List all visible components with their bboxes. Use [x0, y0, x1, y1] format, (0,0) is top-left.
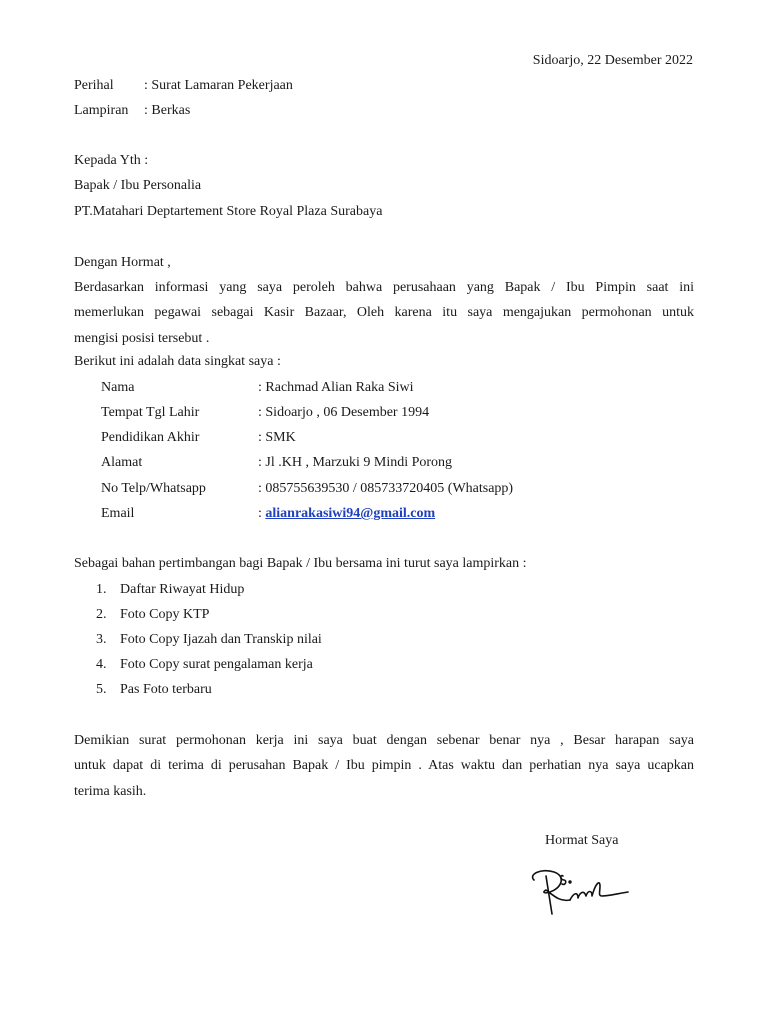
list-text: Daftar Riwayat Hidup — [120, 582, 245, 597]
list-item — [96, 656, 313, 674]
data-intro: Berikut ini adalah data singkat saya : — [74, 354, 281, 369]
intro-line-2: memerlukan pegawai sebagai Kasir Bazaar, Oleh karena itu saya mengajukan permohonan untuk — [74, 305, 694, 321]
recipient-line-3: PT.Matahari Deptartement Store Royal Plaza Surabaya — [74, 204, 383, 219]
data-label: Nama — [101, 380, 135, 395]
closing-line-1: Demikian surat permohonan kerja ini saya buat dengan sebenar benar nya , Besar harapan saya — [74, 733, 694, 748]
signature-image — [526, 862, 630, 920]
attachments-intro: Sebagai bahan pertimbangan bagi Bapak / Ibu bersama ini turut saya lampirkan : — [74, 556, 527, 571]
attachment-label: Lampiran — [74, 103, 129, 118]
attachment-value: : Berkas — [144, 103, 191, 118]
closing-line-2: untuk dapat di terima di perusahan Bapak / Ibu pimpin . Atas waktu dan perhatian nya saya ucapkan — [74, 758, 694, 774]
recipient-line-1: Kepada Yth : — [74, 153, 149, 168]
subject-line — [74, 77, 293, 95]
list-item — [96, 631, 322, 649]
data-value: : Jl .KH , Marzuki 9 Mindi Porong — [258, 455, 453, 470]
data-value: : 085755639530 / 085733720405 (Whatsapp) — [258, 481, 514, 496]
list-text: Pas Foto terbaru — [120, 682, 212, 697]
data-label: Pendidikan Akhir — [101, 430, 200, 445]
data-value: : Sidoarjo , 06 Desember 1994 — [258, 405, 430, 420]
email-link[interactable]: alianrakasiwi94@gmail.com — [265, 506, 436, 521]
letter-date: Sidoarjo, 22 Desember 2022 — [532, 53, 693, 68]
data-label: Alamat — [101, 455, 143, 470]
list-text: Foto Copy surat pengalaman kerja — [120, 657, 313, 672]
data-row-birth — [101, 404, 429, 422]
list-item — [96, 606, 209, 624]
data-value: : — [258, 506, 262, 521]
data-value: : Rachmad Alian Raka Siwi — [258, 380, 414, 395]
data-row-phone — [101, 480, 513, 498]
closing-line-3: terima kasih. — [74, 783, 147, 799]
list-number: 2. — [96, 607, 107, 622]
closing-salutation: Hormat Saya — [545, 833, 619, 848]
intro-paragraph — [74, 275, 694, 351]
greeting: Dengan Hormat , — [74, 255, 171, 270]
list-text: Foto Copy KTP — [120, 607, 210, 622]
data-row-address — [101, 454, 452, 472]
list-number: 3. — [96, 632, 107, 647]
data-value: : SMK — [258, 430, 296, 445]
subject-label: Perihal — [74, 78, 114, 93]
list-text: Foto Copy Ijazah dan Transkip nilai — [120, 632, 322, 647]
data-label: No Telp/Whatsapp — [101, 481, 206, 496]
list-number: 1. — [96, 582, 107, 597]
list-item — [96, 681, 212, 699]
list-number: 5. — [96, 682, 107, 697]
data-row-email — [101, 505, 435, 523]
data-label: Tempat Tgl Lahir — [101, 405, 200, 420]
data-row-education — [101, 429, 296, 447]
intro-line-1: Berdasarkan informasi yang saya peroleh bahwa perusahaan yang Bapak / Ibu Pimpin saat ini — [74, 280, 694, 295]
subject-value: : Surat Lamaran Pekerjaan — [144, 78, 293, 93]
list-number: 4. — [96, 657, 107, 672]
list-item — [96, 581, 244, 599]
recipient-line-2: Bapak / Ibu Personalia — [74, 178, 202, 193]
attachment-line — [74, 102, 190, 120]
data-row-name — [101, 379, 414, 397]
data-label: Email — [101, 506, 135, 521]
closing-paragraph — [74, 728, 694, 804]
intro-line-3: mengisi posisi tersebut . — [74, 330, 210, 346]
